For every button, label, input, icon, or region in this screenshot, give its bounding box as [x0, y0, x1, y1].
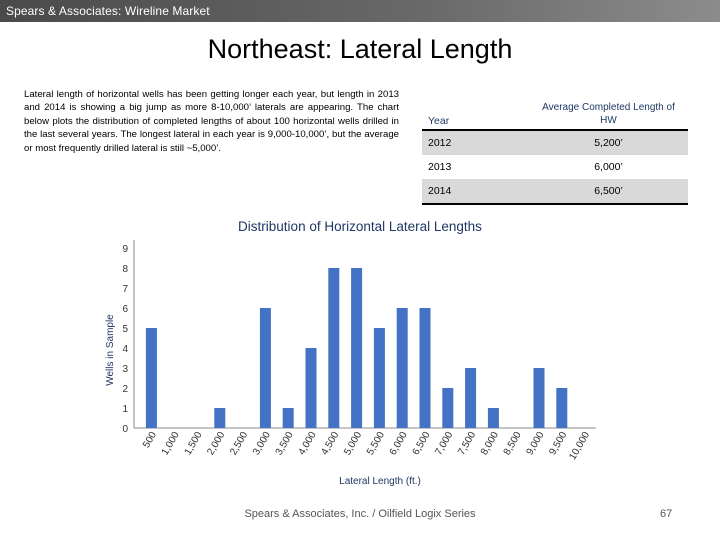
- bar: [465, 368, 476, 428]
- bar: [397, 308, 408, 428]
- x-tick-label: 1,500: [182, 430, 205, 458]
- bar: [283, 408, 294, 428]
- y-tick-label: 7: [122, 284, 128, 295]
- x-tick-label: 8,500: [501, 430, 524, 458]
- x-tick-label: 9,500: [547, 430, 570, 458]
- table-cell-length: 5,200’: [527, 130, 688, 155]
- bar: [214, 408, 225, 428]
- y-tick-label: 8: [122, 264, 128, 275]
- x-tick-label: 3,000: [250, 430, 273, 458]
- x-tick-label: 5,500: [364, 430, 387, 458]
- bar: [556, 388, 567, 428]
- table-cell-year: 2012: [422, 130, 527, 155]
- table-cell-year: 2013: [428, 161, 452, 173]
- intro-paragraph: Lateral length of horizontal wells has been getting longer each year, but length in 2013 and 2014 is showing a big jump as more 8-10,000’ laterals are appearing. The chart below plots the distribution of completed lengths of about 100 horizontal wells drilled in the last several years. The longest lateral in each year is 9,000-10,000’, but the average or most frequently drilled lateral is still ~5,000’.: [24, 89, 399, 154]
- bar: [351, 268, 362, 428]
- table-header-year: Year: [422, 91, 527, 130]
- bar: [146, 328, 157, 428]
- x-tick-label: 6,000: [387, 430, 410, 458]
- bar: [260, 308, 271, 428]
- x-tick-label: 4,500: [319, 430, 342, 458]
- footer-text: Spears & Associates, Inc. / Oilfield Logix Series: [244, 508, 476, 520]
- page-number: 67: [660, 508, 673, 520]
- x-tick-label: 8,000: [478, 430, 501, 458]
- slide-title: Northeast: Lateral Length: [207, 34, 513, 64]
- y-tick-labels: [122, 244, 128, 435]
- y-tick-label: 3: [122, 364, 128, 375]
- x-tick-label: 500: [141, 430, 159, 450]
- table-cell-length: 6,000’: [594, 161, 623, 173]
- y-tick-label: 5: [122, 324, 128, 335]
- x-tick-label: 10,000: [567, 430, 593, 462]
- x-tick-label: 6,500: [410, 430, 433, 458]
- bar: [328, 268, 339, 428]
- y-tick-label: 1: [122, 404, 128, 415]
- y-tick-label: 9: [122, 244, 128, 255]
- table-header-average-length: Average Completed Length of HW: [527, 91, 688, 130]
- x-tick-label: 2,500: [228, 430, 251, 458]
- bar: [442, 388, 453, 428]
- x-tick-label: 4,000: [296, 430, 319, 458]
- y-tick-label: 4: [122, 344, 128, 355]
- x-tick-label: 1,000: [159, 430, 182, 458]
- y-tick-label: 0: [122, 424, 128, 435]
- header-text: Spears & Associates: Wireline Market: [6, 4, 210, 18]
- x-axis-label: Lateral Length (ft.): [339, 476, 421, 487]
- bars-group: [146, 268, 567, 428]
- x-tick-label: 9,000: [524, 430, 547, 458]
- y-tick-label: 6: [122, 304, 128, 315]
- x-tick-label: 2,000: [205, 430, 228, 458]
- table-cell-length: 6,500’: [527, 179, 688, 204]
- x-tick-label: 7,000: [433, 430, 456, 458]
- x-tick-label: 3,500: [273, 430, 296, 458]
- x-tick-labels: [141, 430, 592, 462]
- x-tick-label: 5,000: [342, 430, 365, 458]
- chart-title: Distribution of Horizontal Lateral Lengths: [238, 219, 482, 234]
- bar: [534, 368, 545, 428]
- x-tick-label: 7,500: [456, 430, 479, 458]
- bar: [306, 348, 317, 428]
- table-cell-year: 2014: [422, 179, 527, 204]
- y-axis-label: Wells in Sample: [105, 314, 116, 386]
- y-tick-label: 2: [122, 384, 128, 395]
- bar: [488, 408, 499, 428]
- bar: [374, 328, 385, 428]
- bar: [420, 308, 431, 428]
